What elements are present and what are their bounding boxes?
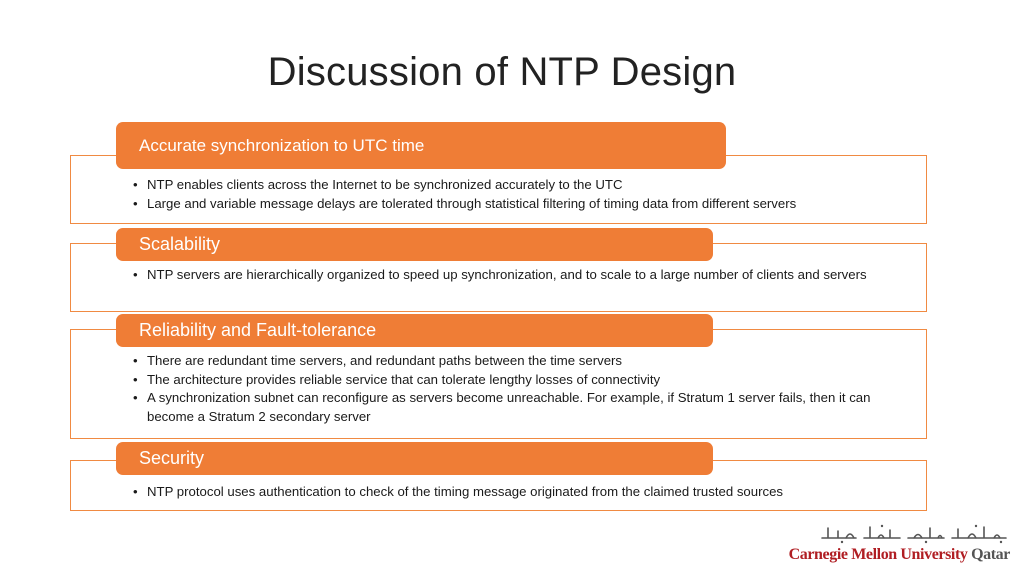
list-item: • NTP protocol uses authentication to check of the timing message originated from the claimed trusted sources <box>131 483 886 502</box>
section-header-scalability <box>117 229 712 260</box>
university-logo <box>788 522 1012 568</box>
slide-title: Discussion of NTP Design <box>267 50 737 94</box>
university-wordmark: Carnegie Mellon University Qatar <box>788 546 1010 563</box>
bullet-list <box>131 176 886 213</box>
bullet-icon: • <box>133 390 138 405</box>
bullet-icon: • <box>133 353 138 368</box>
section-heading: Scalability <box>139 234 221 254</box>
bullet-list <box>131 352 886 426</box>
list-item: • There are redundant time servers, and redundant paths between the time servers <box>131 352 886 371</box>
section-header-accurate-sync <box>117 123 725 168</box>
bullet-list <box>131 266 886 285</box>
section-header-reliability <box>117 315 712 346</box>
bullet-list <box>131 483 886 502</box>
bullet-icon: • <box>133 484 138 499</box>
arabic-wordmark-icon <box>816 522 1012 544</box>
section-heading: Security <box>139 448 205 468</box>
list-item: • Large and variable message delays are tolerated through statistical filtering of timing data from different servers <box>131 195 886 214</box>
section-header-security <box>117 443 712 474</box>
list-item: • NTP enables clients across the Internet to be synchronized accurately to the UTC <box>131 176 886 195</box>
list-item: • NTP servers are hierarchically organized to speed up synchronization, and to scale to a large number of clients and servers <box>131 266 886 285</box>
section-heading: Accurate synchronization to UTC time <box>139 135 425 155</box>
section-heading: Reliability and Fault-tolerance <box>139 320 377 340</box>
list-item: • A synchronization subnet can reconfigure as servers become unreachable. For example, if Stratum 1 server fails, then it can become a Stratum 2 secondary server <box>133 390 871 424</box>
list-item: • The architecture provides reliable service that can tolerate lengthy losses of connectivity <box>131 371 886 390</box>
bullet-icon: • <box>133 267 138 282</box>
bullet-icon: • <box>133 177 138 192</box>
bullet-icon: • <box>133 195 138 211</box>
bullet-icon: • <box>133 371 138 387</box>
